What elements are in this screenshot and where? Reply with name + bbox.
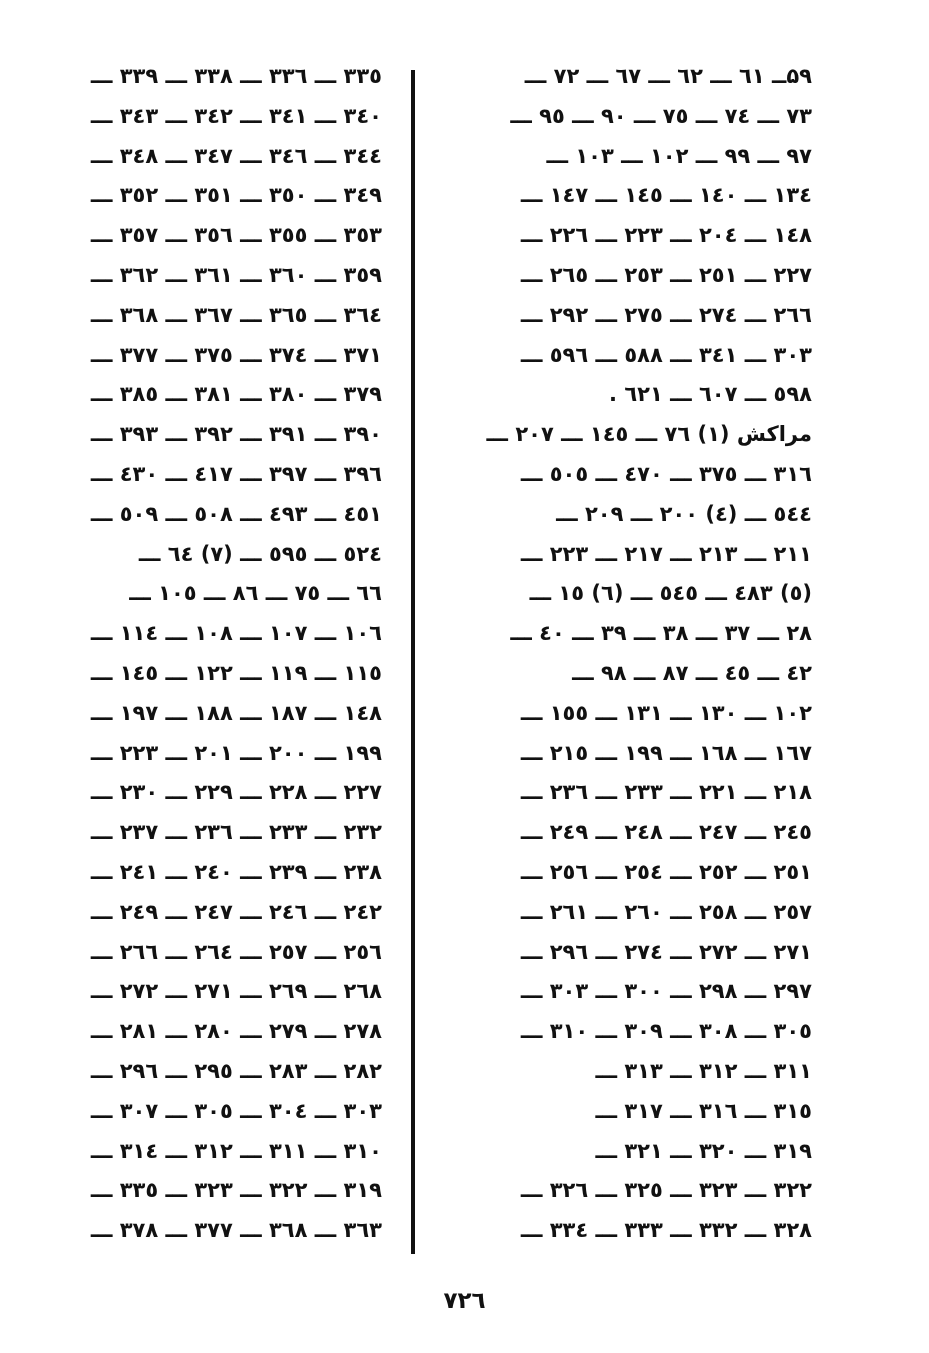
index-line: ٢٢٧ ـــ ٢٥١ ـــ ٢٥٣ ـــ ٢٦٥ ـــ bbox=[520, 262, 812, 287]
index-line: ٢٦٨ ـــ ٢٦٩ ـــ ٢٧١ ـــ ٢٧٢ ـــ bbox=[90, 979, 382, 1004]
index-line: ١٤٨ ـــ ١٨٧ ـــ ١٨٨ ـــ ١٩٧ ـــ bbox=[90, 700, 382, 725]
index-line: ٢٨٢ ـــ ٢٨٣ ـــ ٢٩٥ ـــ ٢٩٦ ـــ bbox=[90, 1058, 382, 1083]
index-line: ٣٤٠ ـــ ٣٤١ ـــ ٣٤٢ ـــ ٣٤٣ ـــ bbox=[90, 103, 382, 128]
index-line: ١٤٨ ـــ ٢٠٤ ـــ ٢٢٣ ـــ ٢٢٦ ـــ bbox=[520, 223, 812, 248]
index-line: ٣٢٢ ـــ ٣٢٣ ـــ ٣٢٥ ـــ ٣٢٦ ـــ bbox=[520, 1178, 812, 1203]
index-line: ٩٧ ـــ ٩٩ ـــ ١٠٢ ـــ ١٠٣ ـــ bbox=[546, 143, 812, 168]
left-column bbox=[40, 57, 382, 1251]
index-line: ٣٠٣ ـــ ٣٠٤ ـــ ٣٠٥ ـــ ٣٠٧ ـــ bbox=[90, 1098, 382, 1123]
index-line: مراكش (١) ٧٦ ـــ ١٤٥ ـــ ٢٠٧ ـــ bbox=[486, 422, 812, 447]
index-line: ٢٧٨ ـــ ٢٧٩ ـــ ٢٨٠ ـــ ٢٨١ ـــ bbox=[90, 1019, 382, 1044]
index-line: ٢٥٦ ـــ ٢٥٧ ـــ ٢٦٤ ـــ ٢٦٦ ـــ bbox=[90, 939, 382, 964]
index-line: ٥٩٨ ـــ ٦٠٧ ـــ ٦٢١ . bbox=[609, 382, 812, 407]
index-line: ١٠٦ ـــ ١٠٧ ـــ ١٠٨ ـــ ١١٤ ـــ bbox=[90, 621, 382, 646]
index-line: ٢٦٦ ـــ ٢٧٤ ـــ ٢٧٥ ـــ ٢٩٢ ـــ bbox=[520, 302, 812, 327]
index-line: ٢٤٢ ـــ ٢٤٦ ـــ ٢٤٧ ـــ ٢٤٩ ـــ bbox=[90, 899, 382, 924]
right-column bbox=[440, 57, 812, 1251]
index-line: ٣٤٩ ـــ ٣٥٠ ـــ ٣٥١ ـــ ٣٥٢ ـــ bbox=[90, 183, 382, 208]
index-line: ١٩٩ ـــ ٢٠٠ ـــ ٢٠١ ـــ ٢٢٣ ـــ bbox=[90, 740, 382, 765]
index-line: ٢٣٨ ـــ ٢٣٩ ـــ ٢٤٠ ـــ ٢٤١ ـــ bbox=[90, 859, 382, 884]
index-line: ٣١١ ـــ ٣١٢ ـــ ٣١٣ ـــ bbox=[595, 1058, 812, 1083]
index-line: ٢٤٥ ـــ ٢٤٧ ـــ ٢٤٨ ـــ ٢٤٩ ـــ bbox=[520, 820, 812, 845]
index-line: ٤٢ ـــ ٤٥ ـــ ٨٧ ـــ ٩٨ ـــ bbox=[572, 660, 812, 685]
index-line: ٣٥٣ ـــ ٣٥٥ ـــ ٣٥٦ ـــ ٣٥٧ ـــ bbox=[90, 223, 382, 248]
index-line: ٣٦٤ ـــ ٣٦٥ ـــ ٣٦٧ ـــ ٣٦٨ ـــ bbox=[90, 302, 382, 327]
column-divider bbox=[411, 70, 415, 1254]
index-line: ١٦٧ ـــ ١٦٨ ـــ ١٩٩ ـــ ٢١٥ ـــ bbox=[520, 740, 812, 765]
index-line: ۵۹ــ ٦١ ـــ ٦٢ ـــ ٦٧ ـــ ٧٢ ـــ bbox=[524, 64, 812, 88]
index-line: ٥٤٤ ـــ (٤) ٢٠٠ ـــ ٢٠٩ ـــ bbox=[556, 501, 812, 526]
index-line: ١١٥ ـــ ١١٩ ـــ ١٢٢ ـــ ١٤٥ ـــ bbox=[90, 660, 382, 685]
index-line: ٢١١ ـــ ٢١٣ ـــ ٢١٧ ـــ ٢٢٣ ـــ bbox=[520, 541, 812, 566]
index-line: ٢٥١ ـــ ٢٥٢ ـــ ٢٥٤ ـــ ٢٥٦ ـــ bbox=[520, 859, 812, 884]
index-line: ٢٣٢ ـــ ٢٣٣ ـــ ٢٣٦ ـــ ٢٣٧ ـــ bbox=[90, 820, 382, 845]
index-line: ١٠٢ ـــ ١٣٠ ـــ ١٣١ ـــ ١٥٥ ـــ bbox=[520, 700, 812, 725]
index-line: (٥) ٤٨٣ ـــ ٥٤٥ ـــ (٦) ١٥ ـــ bbox=[529, 581, 812, 606]
index-line: ٥٢٤ ـــ ٥٩٥ ـــ (٧) ٦٤ ـــ bbox=[138, 541, 382, 566]
index-line: ٢٥٧ ـــ ٢٥٨ ـــ ٢٦٠ ـــ ٢٦١ ـــ bbox=[520, 899, 812, 924]
index-line: ۷۳ ـــ ٧٤ ـــ ٧٥ ـــ ٩٠ ـــ ٩٥ ـــ bbox=[510, 103, 812, 128]
index-line: ١٣٤ ـــ ١٤٠ ـــ ١٤٥ ـــ ١٤٧ ـــ bbox=[520, 183, 812, 208]
index-line: ٣٢٨ ـــ ٣٣٢ ـــ ٣٣٣ ـــ ٣٣٤ ـــ bbox=[520, 1218, 812, 1243]
index-line: ٢١٨ ـــ ٢٢١ ـــ ٢٣٣ ـــ ٢٣٦ ـــ bbox=[520, 780, 812, 805]
index-line: ٣٩٠ ـــ ٣٩١ ـــ ٣٩٢ ـــ ٣٩٣ ـــ bbox=[90, 422, 382, 447]
page-number: ٧٢٦ bbox=[443, 1288, 486, 1314]
index-line: ٣٧١ ـــ ٣٧٤ ـــ ٣٧٥ ـــ ٣٧٧ ـــ bbox=[90, 342, 382, 367]
index-line: ٣١٠ ـــ ٣١١ ـــ ٣١٢ ـــ ٣١٤ ـــ bbox=[90, 1138, 382, 1163]
index-line: ٣٣٥ ـــ ٣٣٦ ـــ ٣٣٨ ـــ ٣٣٩ ـــ bbox=[90, 64, 382, 88]
index-line: ٣٥٩ ـــ ٣٦٠ ـــ ٣٦١ ـــ ٣٦٢ ـــ bbox=[90, 262, 382, 287]
index-line: ٣١٥ ـــ ٣١٦ ـــ ٣١٧ ـــ bbox=[595, 1098, 812, 1123]
index-line: ٣١٩ ـــ ٣٢٠ ـــ ٣٢١ ـــ bbox=[595, 1138, 812, 1163]
index-line: ٢٢٧ ـــ ٢٢٨ ـــ ٢٢٩ ـــ ٢٣٠ ـــ bbox=[90, 780, 382, 805]
index-line: ٣٠٣ ـــ ٣٤١ ـــ ٥٨٨ ـــ ٥٩٦ ـــ bbox=[520, 342, 812, 367]
index-line: ٣١٩ ـــ ٣٢٢ ـــ ٣٢٣ ـــ ٣٣٥ ـــ bbox=[90, 1178, 382, 1203]
index-line: ٣٦٣ ـــ ٣٦٨ ـــ ٣٧٧ ـــ ٣٧٨ ـــ bbox=[90, 1218, 382, 1243]
index-line: ٣٤٤ ـــ ٣٤٦ ـــ ٣٤٧ ـــ ٣٤٨ ـــ bbox=[90, 143, 382, 168]
index-line: ٣٧٩ ـــ ٣٨٠ ـــ ٣٨١ ـــ ٣٨٥ ـــ bbox=[90, 382, 382, 407]
index-line: ٢٨ ـــ ٣٧ ـــ ٣٨ ـــ ٣٩ ـــ ٤٠ ـــ bbox=[510, 621, 812, 646]
index-line: ٤٥١ ـــ ٤٩٣ ـــ ٥٠٨ ـــ ٥٠٩ ـــ bbox=[90, 501, 382, 526]
index-line: ٣٠٥ ـــ ٣٠٨ ـــ ٣٠٩ ـــ ٣١٠ ـــ bbox=[520, 1019, 812, 1044]
index-line: ٢٩٧ ـــ ٢٩٨ ـــ ٣٠٠ ـــ ٣٠٣ ـــ bbox=[520, 979, 812, 1004]
index-line: ٢٧١ ـــ ٢٧٢ ـــ ٢٧٤ ـــ ٢٩٦ ـــ bbox=[520, 939, 812, 964]
index-line: ٣٩٦ ـــ ٣٩٧ ـــ ٤١٧ ـــ ٤٣٠ ـــ bbox=[90, 461, 382, 486]
index-line: ٣١٦ ـــ ٣٧٥ ـــ ٤٧٠ ـــ ٥٠٥ ـــ bbox=[520, 461, 812, 486]
index-line: ٦٦ ـــ ٧٥ ـــ ٨٦ ـــ ١٠٥ ـــ bbox=[129, 581, 382, 606]
